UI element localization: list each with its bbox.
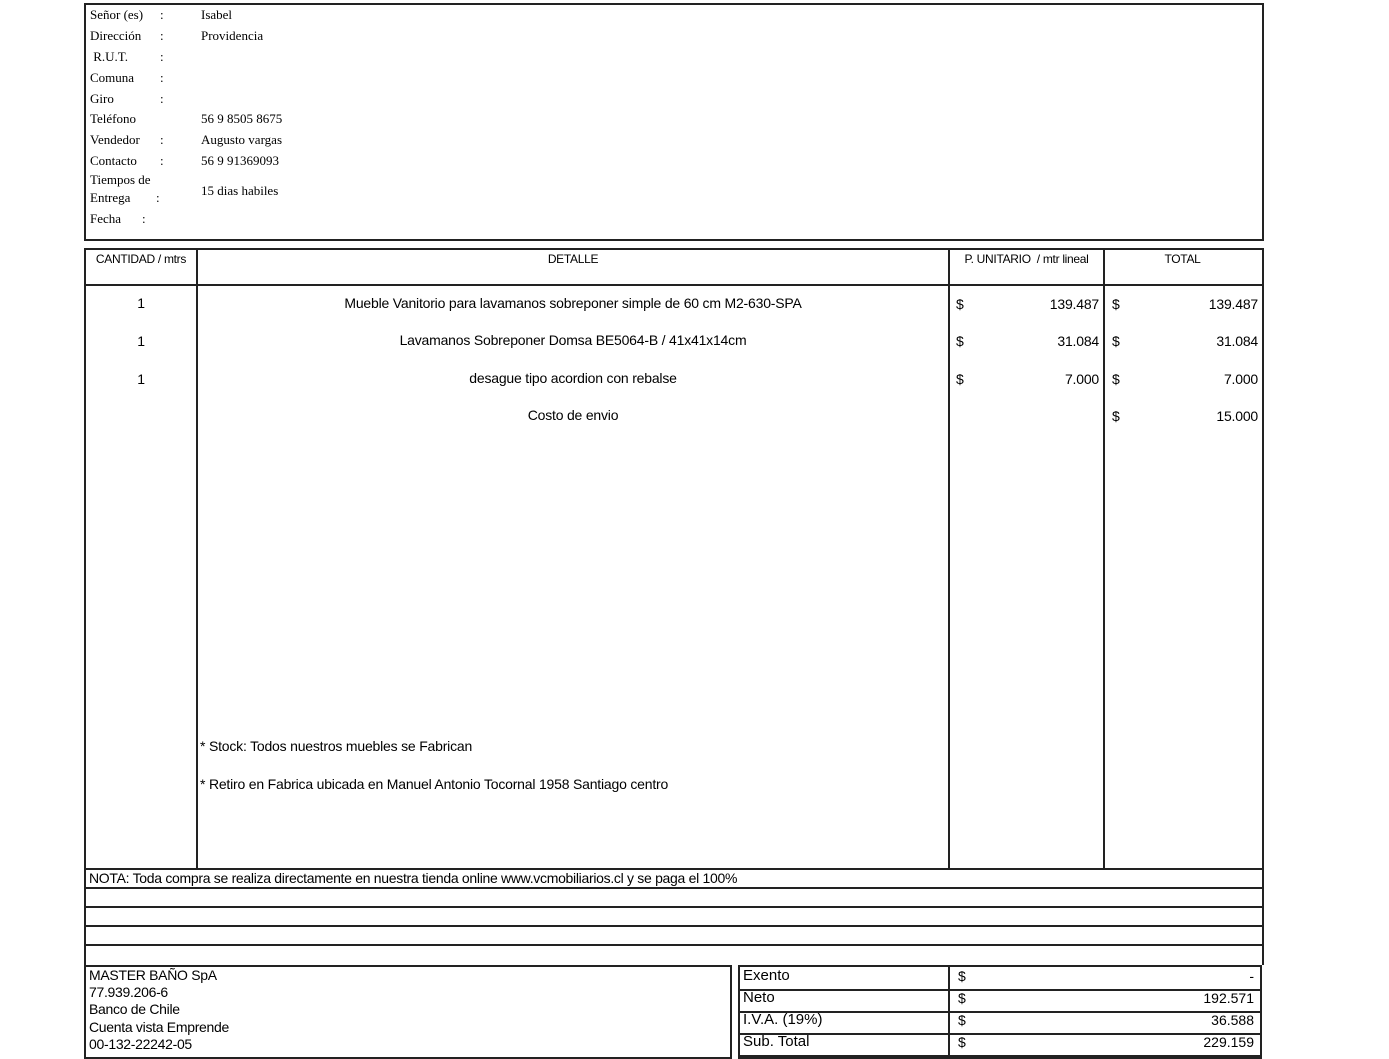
item-detail: Costo de envio	[527, 407, 619, 423]
item-qty: 1	[137, 371, 145, 387]
totals-currency: $	[958, 968, 966, 984]
field-colon: :	[160, 91, 164, 106]
totals-currency: $	[958, 1034, 966, 1050]
company-name: MASTER BAÑO SpA	[89, 967, 217, 983]
column-divider	[1103, 250, 1105, 870]
header-divider	[86, 284, 1262, 286]
item-unit-currency: $	[956, 296, 964, 312]
field-label: Tiempos de	[90, 172, 151, 187]
field-label: Giro	[90, 91, 114, 106]
totals-label: Neto	[743, 989, 775, 1006]
field-colon: :	[156, 190, 160, 205]
item-qty: 1	[137, 333, 145, 349]
item-total-currency: $	[1112, 333, 1120, 349]
field-value: Providencia	[201, 28, 264, 43]
field-label: Fecha	[90, 211, 122, 226]
totals-value: -	[1249, 968, 1254, 984]
item-total-currency: $	[1112, 371, 1120, 387]
totals-currency: $	[958, 990, 966, 1006]
empty-row	[84, 887, 1264, 907]
field-label: Vendedor	[90, 132, 140, 147]
item-unit-currency: $	[956, 333, 964, 349]
totals-label: Sub. Total	[743, 1033, 810, 1050]
field-colon: :	[160, 132, 164, 147]
item-detail: Lavamanos Sobreponer Domsa BE5064-B / 41x41x14cm	[399, 332, 747, 348]
item-unit-price: 31.084	[1057, 333, 1099, 349]
header-detail: DETALLE	[547, 252, 599, 266]
totals-row-subtotal	[740, 1033, 1262, 1057]
totals-label: Exento	[743, 967, 790, 984]
header-total: TOTAL	[1164, 252, 1201, 266]
field-colon: :	[160, 7, 164, 22]
header-quantity: CANTIDAD / mtrs	[95, 252, 187, 266]
field-value: Augusto vargas	[201, 132, 283, 147]
totals-row-iva	[740, 1011, 1262, 1035]
item-total: 15.000	[1216, 408, 1258, 424]
item-detail: desague tipo acordion con rebalse	[469, 370, 677, 386]
pickup-note: * Retiro en Fabrica ubicada en Manuel Antonio Tocornal 1958 Santiago centro	[200, 776, 669, 792]
field-value: 56 9 8505 8675	[201, 111, 283, 126]
item-unit-price: 139.487	[1049, 296, 1099, 312]
totals-label: I.V.A. (19%)	[743, 1011, 823, 1028]
item-total: 7.000	[1223, 371, 1258, 387]
field-value: 15 dias habiles	[201, 183, 279, 198]
empty-row	[84, 925, 1264, 945]
empty-row	[84, 944, 1264, 965]
nota-text: NOTA: Toda compra se realiza directamente en nuestra tienda online www.vcmobiliarios.cl y se paga el 100%	[89, 870, 738, 886]
field-colon: :	[160, 70, 164, 85]
totals-value: 36.588	[1211, 1012, 1254, 1028]
field-label: Teléfono	[90, 111, 137, 126]
totals-row-exento	[740, 967, 1262, 991]
field-label-line2: Entrega	[90, 190, 131, 205]
items-table	[84, 248, 1264, 870]
field-value: Isabel	[201, 7, 233, 22]
item-total-currency: $	[1112, 296, 1120, 312]
item-unit-currency: $	[956, 371, 964, 387]
totals-value: 192.571	[1203, 990, 1254, 1006]
nota-row	[84, 868, 1264, 888]
empty-row	[84, 906, 1264, 926]
company-info-box	[84, 965, 732, 1059]
item-unit-price: 7.000	[1064, 371, 1099, 387]
field-label: Contacto	[90, 153, 137, 168]
totals-row-neto	[740, 989, 1262, 1013]
field-colon: :	[160, 49, 164, 64]
header-unit-price: P. UNITARIO / mtr lineal	[964, 252, 1089, 266]
field-label: Señor (es)	[90, 7, 144, 22]
company-bank: Banco de Chile	[89, 1001, 180, 1017]
column-divider	[948, 250, 950, 870]
item-total: 31.084	[1216, 333, 1258, 349]
field-colon: :	[142, 211, 146, 226]
field-value: 56 9 91369093	[201, 153, 279, 168]
client-info-box	[84, 3, 1264, 241]
item-total-currency: $	[1112, 408, 1120, 424]
field-colon: :	[160, 28, 164, 43]
item-detail: Mueble Vanitorio para lavamanos sobreponer simple de 60 cm M2-630-SPA	[344, 295, 802, 311]
field-label: R.U.T.	[90, 49, 129, 64]
field-label: Comuna	[90, 70, 135, 85]
company-account-number: 00-132-22242-05	[89, 1036, 192, 1052]
company-rut: 77.939.206-6	[89, 984, 168, 1000]
field-label: Dirección	[90, 28, 142, 43]
totals-table	[738, 965, 1262, 1059]
stock-note: * Stock: Todos nuestros muebles se Fabrican	[200, 738, 473, 754]
field-colon: :	[160, 153, 164, 168]
totals-currency: $	[958, 1012, 966, 1028]
totals-value: 229.159	[1203, 1034, 1254, 1050]
item-total: 139.487	[1208, 296, 1258, 312]
company-account-type: Cuenta vista Emprende	[89, 1019, 230, 1035]
item-qty: 1	[137, 295, 145, 311]
